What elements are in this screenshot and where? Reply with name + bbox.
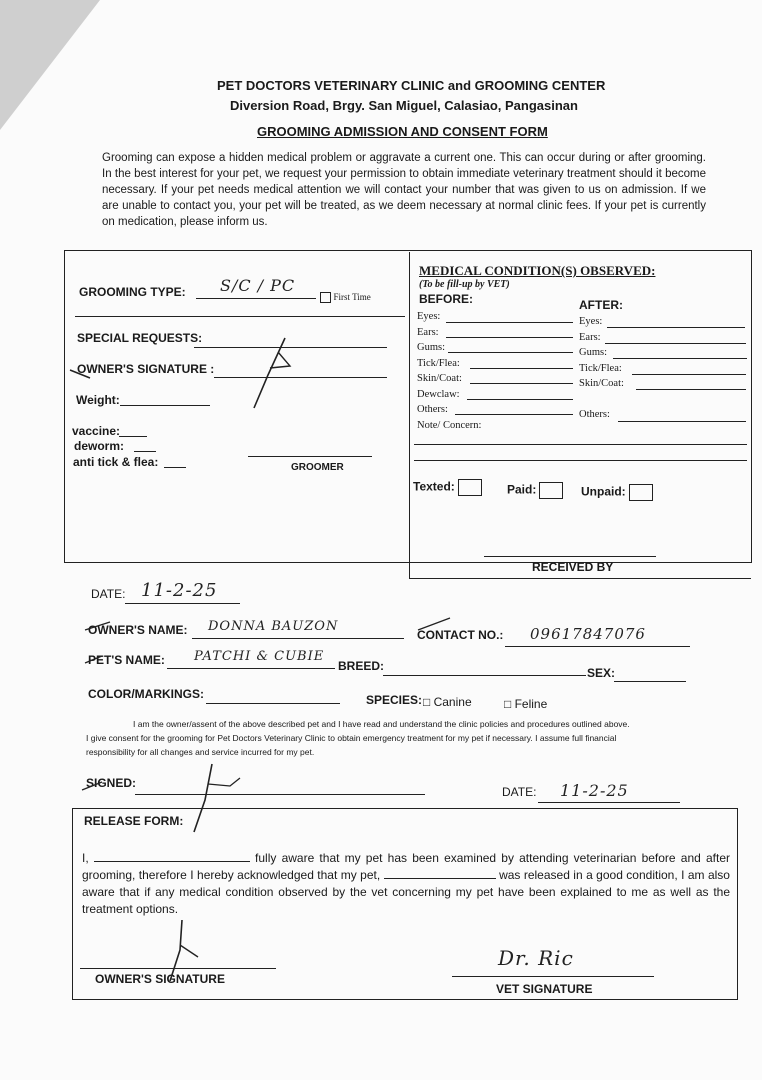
date-label: DATE: <box>91 587 126 601</box>
received-by-label: RECEIVED BY <box>532 560 614 574</box>
owner-signature-mark <box>60 330 300 410</box>
after-label: AFTER: <box>579 298 623 312</box>
sex-line[interactable] <box>614 681 686 682</box>
paid-checkbox[interactable]: Paid: <box>507 482 563 499</box>
texted-checkbox[interactable]: Texted: <box>413 479 482 496</box>
unpaid-checkbox[interactable]: Unpaid: <box>581 484 653 501</box>
anti-tick-label: anti tick & flea: <box>73 455 159 469</box>
box-bottom-right <box>409 578 751 579</box>
pet-name-value[interactable]: PATCHI & CUBIE <box>194 649 325 664</box>
release-owner-mark <box>160 915 220 985</box>
clinic-name: PET DOCTORS VETERINARY CLINIC and GROOMING CENTER <box>217 78 606 93</box>
deworm-label: deworm: <box>74 439 125 453</box>
strike-marks <box>80 608 480 668</box>
grooming-type-line2 <box>75 316 405 317</box>
feline-option[interactable]: □ Feline <box>504 697 548 711</box>
contact-label: CONTACT NO.: <box>417 628 504 642</box>
owner-name-value[interactable]: DONNA BAUZON <box>208 619 339 634</box>
folded-corner <box>0 0 100 130</box>
color-label: COLOR/MARKINGS: <box>88 687 204 701</box>
clinic-address: Diversion Road, Brgy. San Miguel, Calasiao, Pangasinan <box>230 98 578 113</box>
release-owner-signature-label: OWNER'S SIGNATURE <box>95 972 225 986</box>
form-title: GROOMING ADMISSION AND CONSENT FORM <box>257 124 548 139</box>
pet-name-label: PET'S NAME: <box>88 653 165 667</box>
owner-signature-label: OWNER'S SIGNATURE : <box>77 362 215 376</box>
box-divider <box>409 252 410 578</box>
signed-label: SIGNED: <box>86 776 137 790</box>
medical-title: MEDICAL CONDITION(S) OBSERVED: <box>419 263 656 278</box>
color-line[interactable] <box>206 703 340 704</box>
anti-tick-line[interactable] <box>164 467 186 468</box>
medical-subtitle: (To be fill-up by VET) <box>419 279 510 290</box>
sex-label: SEX: <box>587 666 616 680</box>
consent-line-3: responsibility for all changes and service incurred for my pet. <box>86 747 315 757</box>
before-label: BEFORE: <box>419 292 473 306</box>
breed-line[interactable] <box>383 675 586 676</box>
first-time-checkbox[interactable]: First Time <box>320 292 371 303</box>
release-title: RELEASE FORM: <box>84 814 184 828</box>
grooming-type-line <box>196 298 316 299</box>
date-value[interactable]: 11-2-25 <box>141 580 218 601</box>
groomer-line[interactable] <box>248 456 372 457</box>
vaccine-line[interactable] <box>119 436 147 437</box>
canine-option[interactable]: □ Canine <box>423 695 472 709</box>
concern-line-1[interactable] <box>414 444 747 445</box>
vet-signature-value: Dr. Ric <box>498 946 574 970</box>
breed-label: BREED: <box>338 659 385 673</box>
concern-line-2[interactable] <box>414 460 747 461</box>
date2-value[interactable]: 11-2-25 <box>560 781 629 800</box>
consent-line-2: I give consent for the grooming for Pet Doctors Veterinary Clinic to obtain emergency treatment for my pet if necessary. I assume full financial <box>86 733 617 743</box>
special-requests-label: SPECIAL REQUESTS: <box>77 331 203 345</box>
signed-mark <box>80 760 250 835</box>
grooming-type-value[interactable]: S/C / PC <box>220 276 296 295</box>
vaccine-label: vaccine: <box>72 424 121 438</box>
vet-signature-line[interactable] <box>452 976 654 977</box>
after-fields: Eyes: Ears: Gums: Tick/Flea: Skin/Coat: Others: <box>579 316 624 420</box>
groomer-label: GROOMER <box>291 462 344 473</box>
vet-signature-label: VET SIGNATURE <box>496 982 593 996</box>
received-by-line[interactable] <box>484 556 656 557</box>
contact-value[interactable]: 09617847076 <box>530 625 646 643</box>
deworm-line[interactable] <box>134 451 156 452</box>
consent-line-1: I am the owner/assent of the above described pet and I have read and understand the clinic policies and procedures outlined above. <box>133 719 630 729</box>
grooming-type-label: GROOMING TYPE: <box>79 285 186 299</box>
date2-label: DATE: <box>502 785 537 799</box>
species-label: SPECIES: <box>366 693 423 707</box>
weight-label: Weight: <box>76 393 120 407</box>
release-paragraph: I, fully aware that my pet has been examined by attending veterinarian before and after grooming, therefore I hereby acknowledged that my pet, was released in a good condition, I am also aware that if any medical condition observed by the vet concerning my pet have been explained to me as well as the treatment options. <box>82 851 730 916</box>
intro-paragraph: Grooming can expose a hidden medical problem or aggravate a current one. This can occur during or after grooming. In the best interest for your pet, we request your permission to obtain immediate veterinary treatment should it become necessary. If your pet needs medical attention we will contact your number that was given to us on admission. If we are unable to contact you, your pet will be treated, as we deem necessary at normal clinic fees. If your pet is currently on medication, please inform us. <box>102 152 706 228</box>
before-fields: Eyes: Ears: Gums: Tick/Flea: Skin/Coat: Dewclaw: Others: Note/ Concern: <box>417 311 482 431</box>
owner-name-label: OWNER'S NAME: <box>88 623 188 637</box>
